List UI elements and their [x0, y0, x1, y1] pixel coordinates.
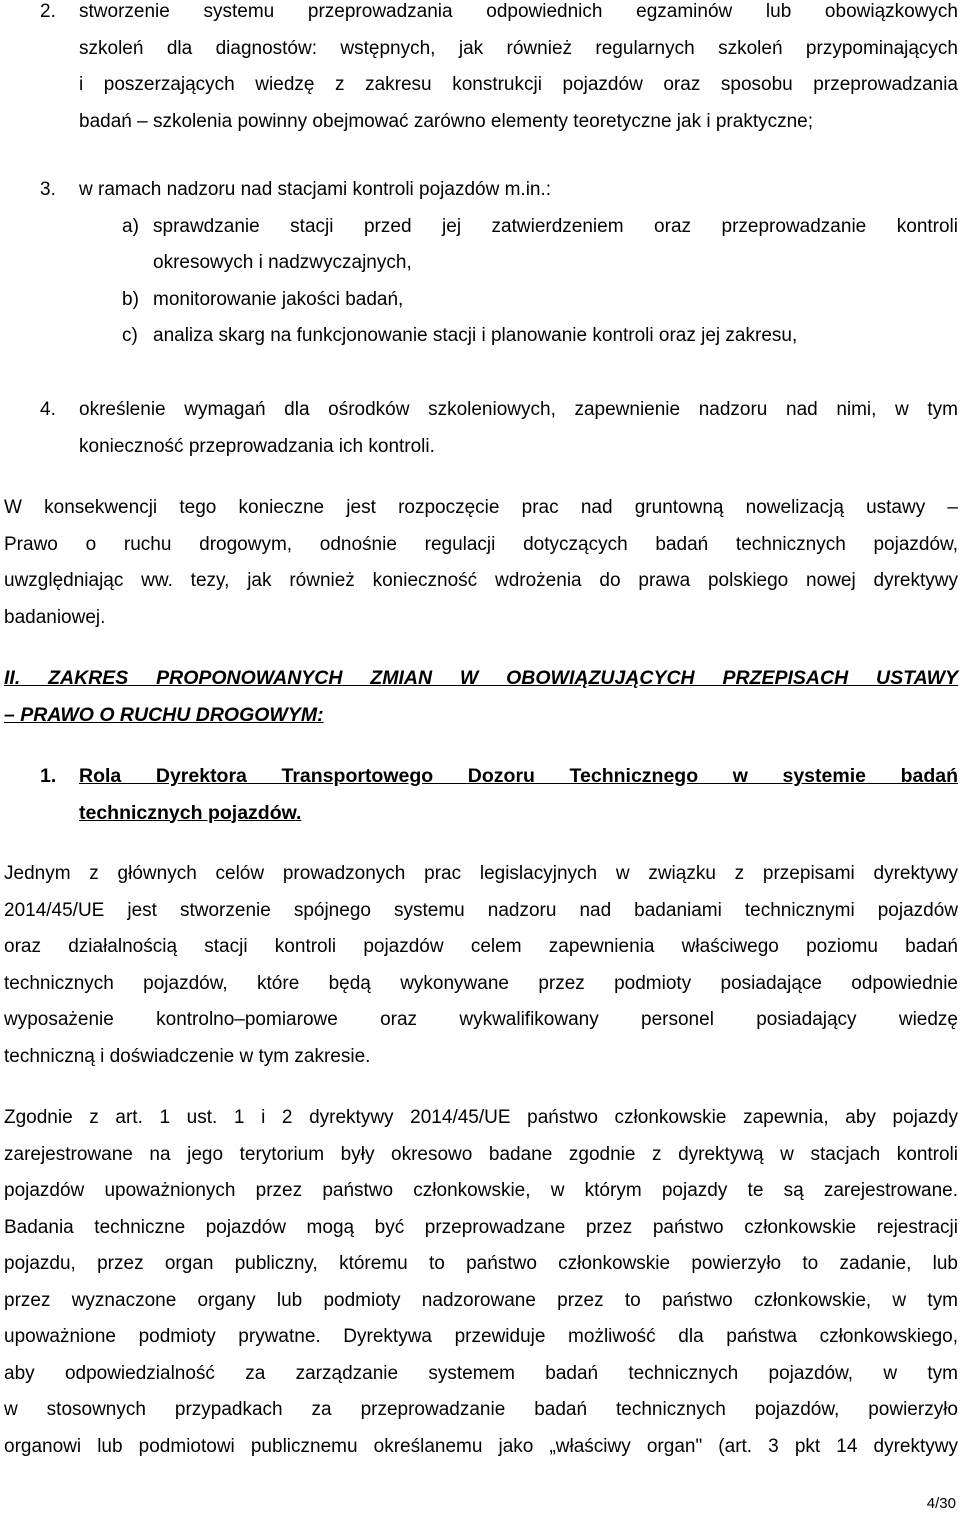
page-number: 4/30	[926, 1495, 956, 1512]
section-heading-line: II. ZAKRES PROPONOWANYCH ZMIAN W OBOWIĄZUJĄCYCH PRZEPISACH USTAWY	[4, 667, 958, 689]
list-item-2-line: i poszerzających wiedzę z zakresu konstrukcji pojazdów oraz sposobu przeprowadzania	[79, 74, 958, 95]
section-heading-line: – PRAWO O RUCHU DROGOWYM:	[4, 703, 324, 726]
list-item-3	[0, 172, 958, 355]
list-item-2-line	[0, 0, 958, 31]
paragraph-line: uwzględniając ww. tezy, jak również konieczność wdrożenia do prawa polskiego nowej dyrektywy	[4, 570, 958, 591]
paragraph-consequence	[0, 490, 958, 636]
list-item-text: określenie wymagań dla ośrodków szkoleniowych, zapewnienie nadzoru nad nimi, w tym	[79, 399, 958, 420]
paragraph-line: techniczną i doświadczenie w tym zakresie.	[4, 1045, 371, 1067]
section-heading	[0, 660, 958, 733]
sub-item-text: sprawdzanie stacji przed jej zatwierdzeniem oraz przeprowadzanie kontroli	[153, 215, 958, 237]
paragraph-line: 2014/45/UE jest stworzenie spójnego systemu nadzoru nad badaniami technicznymi pojazdów	[4, 899, 958, 921]
list-item-2	[0, 0, 958, 140]
paragraph-line: w stosownych przypadkach za przeprowadzanie badań technicznych pojazdów, powierzyło	[4, 1399, 958, 1420]
paragraph-line: aby odpowiedzialność za zarządzanie systemem badań technicznych pojazdów, w tym	[4, 1362, 958, 1384]
paragraph-line: wyposażenie kontrolno–pomiarowe oraz wykwalifikowany personel posiadający wiedzę	[4, 1009, 958, 1030]
subsection-heading	[0, 758, 958, 831]
subsection-heading-line: technicznych pojazdów.	[79, 801, 302, 824]
paragraph-line: pojazdu, przez organ publiczny, któremu to państwo członkowskie powierzyło to zadanie, lub	[4, 1253, 958, 1274]
paragraph-line: pojazdów upoważnionych przez państwo członkowskie, w którym pojazdy te są zarejestrowane.	[4, 1180, 958, 1201]
paragraph-line: zarejestrowane na jego terytorium były okresowo badane zgodnie z dyrektywą w stacjach kontroli	[4, 1143, 958, 1165]
sub-item-a	[0, 209, 958, 246]
paragraph-line: Prawo o ruchu drogowym, odnośnie regulacji dotyczących badań technicznych pojazdów,	[4, 533, 958, 555]
sub-item-text: analiza skarg na funkcjonowanie stacji i planowanie kontroli oraz jej zakresu,	[153, 325, 798, 346]
paragraph-line: oraz działalnością stacji kontroli pojazdów celem zapewnienia właściwego poziomu badań	[4, 936, 958, 957]
list-item-2-line: szkoleń dla diagnostów: wstępnych, jak również regularnych szkoleń przypominających	[79, 37, 958, 59]
list-item-text: w ramach nadzoru nad stacjami kontroli pojazdów m.in.:	[79, 179, 552, 200]
paragraph-line: technicznych pojazdów, które będą wykonywane przez podmioty posiadające odpowiednie	[4, 972, 958, 994]
sub-item-label: a)	[122, 215, 139, 237]
sub-item-b	[0, 282, 958, 319]
list-item-2-line: badań – szkolenia powinny obejmować zarówno elementy teoretyczne jak i praktyczne;	[79, 110, 814, 132]
paragraph-line: Zgodnie z art. 1 ust. 1 i 2 dyrektywy 2014/45/UE państwo członkowskie zapewnia, aby pojazdy	[4, 1107, 958, 1128]
paragraph-directive	[0, 1100, 958, 1465]
list-item-4-line	[0, 392, 958, 429]
paragraph-line: Jednym z głównych celów prowadzonych prac legislacyjnych w związku z przepisami dyrektywy	[4, 863, 958, 884]
subsection-title: Rola Dyrektora Transportowego Dozoru Technicznego w systemie badań	[79, 765, 958, 787]
paragraph-line: W konsekwencji tego konieczne jest rozpoczęcie prac nad gruntowną nowelizacją ustawy –	[4, 497, 958, 518]
list-item-4-line: konieczność przeprowadzania ich kontroli.	[79, 435, 435, 457]
paragraph-goals	[0, 856, 958, 1075]
sub-item-label: c)	[122, 325, 138, 346]
paragraph-line: organowi lub podmiotowi publicznemu określanemu jako „właściwy organ" (art. 3 pkt 14 dyrektywy	[4, 1435, 958, 1457]
paragraph-line: badaniowej.	[4, 606, 106, 628]
list-item-text: stworzenie systemu przeprowadzania odpowiednich egzaminów lub obowiązkowych	[79, 1, 958, 22]
paragraph-line: Badania techniczne pojazdów mogą być przeprowadzane przez państwo członkowskie rejestracji	[4, 1216, 958, 1238]
sub-item-a-continued: okresowych i nadzwyczajnych,	[153, 252, 412, 273]
paragraph-line: upoważnione podmioty prywatne. Dyrektywa przewiduje możliwość dla państwa członkowskiego,	[4, 1326, 958, 1347]
paragraph-line: przez wyznaczone organy lub podmioty nadzorowane przez to państwo członkowskie, w tym	[4, 1289, 958, 1311]
list-item-number: 4.	[40, 399, 56, 420]
list-item-number: 2.	[40, 1, 56, 22]
sub-item-label: b)	[122, 288, 139, 310]
list-item-number: 3.	[40, 179, 56, 200]
subsection-number: 1.	[40, 765, 57, 787]
sub-item-c	[0, 318, 958, 355]
subsection-heading-line	[0, 758, 958, 795]
list-item-3-line	[0, 172, 958, 209]
list-item-4	[0, 392, 958, 465]
sub-item-text: monitorowanie jakości badań,	[153, 288, 404, 310]
